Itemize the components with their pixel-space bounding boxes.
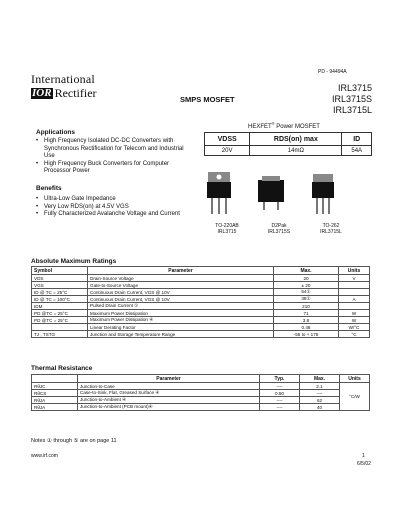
cell-typ: ---- — [260, 404, 300, 411]
cell-max: 38① — [274, 296, 339, 303]
cell-units: W — [339, 317, 370, 324]
package-part: IRL3715L — [320, 229, 342, 235]
cell-parameter: Maximum Power Dissipation ④ — [88, 317, 274, 324]
applications-list — [36, 138, 186, 176]
cell-units: V — [339, 275, 370, 282]
cell-symbol: RθCS — [32, 390, 78, 397]
package-d2pak — [254, 170, 304, 235]
abs-max-table — [31, 266, 370, 338]
cell-parameter: Junction-to-Case — [78, 383, 260, 390]
column-header: Max. — [274, 267, 339, 275]
cell-max: ---- — [300, 390, 340, 397]
table-row — [32, 296, 370, 303]
cell-symbol: PD @TC = 25°C — [32, 317, 88, 324]
cell-units — [339, 303, 370, 310]
notes-text: Notes ① through ⑤ are on page 11 — [31, 438, 117, 444]
table-row — [32, 390, 370, 397]
list-item: • High Frequency Buck Converters for Computer Processor Power — [36, 161, 186, 176]
cell-typ: ---- — [260, 383, 300, 390]
list-item: • Very Low RDS(on) at 4.5V VGS — [36, 204, 186, 212]
package-to262 — [306, 170, 356, 235]
package-name: D2Pak — [271, 223, 287, 229]
cell-typ: ---- — [260, 397, 300, 404]
cell-symbol: RθJA — [32, 404, 78, 411]
cell-symbol: RθJA — [32, 397, 78, 404]
brand-name-2: Rectifier — [54, 86, 97, 100]
registered-mark: ® — [271, 121, 275, 126]
applications-title: Applications — [36, 129, 76, 136]
technology-line — [248, 121, 320, 130]
column-header: Parameter — [78, 375, 260, 383]
cell-symbol: TJ , TSTG — [32, 331, 88, 338]
table-row — [32, 282, 370, 289]
cell-units: W/°C — [339, 324, 370, 331]
cell-parameter: Continuous Drain Current, VGS @ 10V — [88, 289, 274, 296]
table-row — [32, 289, 370, 296]
product-type: SMPS MOSFET — [180, 95, 235, 104]
cell-symbol: VGS — [32, 282, 88, 289]
cell-symbol: RθJC — [32, 383, 78, 390]
cell-max: 54① — [274, 289, 339, 296]
table-row — [32, 303, 370, 310]
cell-units — [339, 282, 370, 289]
pd-number: PD - 94494A — [318, 69, 347, 75]
cell-max: ± 20 — [274, 282, 339, 289]
cell-parameter: Linear Derating Factor — [88, 324, 274, 331]
cell-max: 0.48 — [274, 324, 339, 331]
list-item: • High Frequency Isolated DC-DC Converters with Synchronous Rectification for Telecom and Industrial Use — [36, 138, 186, 161]
technology-suffix: Power MOSFET — [274, 124, 320, 130]
package-to220 — [202, 170, 252, 235]
column-header: Units — [339, 267, 370, 275]
column-header — [32, 375, 78, 383]
summary-value: 14mΩ — [250, 146, 342, 156]
d2pak-package-icon — [254, 170, 288, 218]
to220-package-icon — [202, 170, 236, 218]
cell-symbol: IDM — [32, 303, 88, 310]
cell-max: 62 — [300, 397, 340, 404]
package-part: IRL3715 — [217, 229, 237, 235]
cell-parameter: Case-to-Sink, Flat, Greased Surface ④ — [78, 390, 260, 397]
table-row — [32, 331, 370, 338]
cell-max: 2.1 — [300, 383, 340, 390]
benefits-title: Benefits — [36, 185, 62, 192]
summary-header: RDS(on) max — [250, 133, 342, 146]
cell-max: 71 — [274, 310, 339, 317]
column-header: Max. — [300, 375, 340, 383]
brand-logo — [31, 86, 97, 101]
ior-logo-icon: IOR — [32, 87, 52, 99]
cell-max: -55 to + 175 — [274, 331, 339, 338]
cell-symbol: PD @TC = 25°C — [32, 310, 88, 317]
cell-parameter: Junction and Storage Temperature Range — [88, 331, 274, 338]
package-name: TO-220AB — [215, 223, 239, 229]
technology-name: HEXFET — [248, 124, 272, 130]
table-row — [32, 324, 370, 331]
summary-value: 54A — [342, 146, 372, 156]
cell-units: A — [339, 296, 370, 303]
table-row — [32, 317, 370, 324]
cell-parameter: Drain-Source Voltage — [88, 275, 274, 282]
column-header: Units — [340, 375, 370, 383]
summary-header: VDSS — [205, 133, 250, 146]
cell-symbol — [32, 324, 88, 331]
page-number: 1 — [362, 453, 365, 459]
website-link[interactable]: www.irf.com — [31, 453, 58, 459]
cell-units: W — [339, 310, 370, 317]
summary-table — [204, 132, 372, 156]
cell-parameter: Gate-to-Source Voltage — [88, 282, 274, 289]
cell-symbol: ID @ TC = 25°C — [32, 289, 88, 296]
table-row — [32, 383, 370, 390]
cell-symbol: ID @ TC = 100°C — [32, 296, 88, 303]
cell-units: °C/W — [340, 383, 370, 411]
cell-max: 40 — [300, 404, 340, 411]
cell-parameter: Maximum Power Dissipation — [88, 310, 274, 317]
column-header: Typ. — [260, 375, 300, 383]
summary-header: ID — [342, 133, 372, 146]
cell-symbol: VDS — [32, 275, 88, 282]
column-header: Parameter — [88, 267, 274, 275]
to262-package-icon — [306, 170, 340, 218]
table-row — [32, 404, 370, 411]
table-row — [32, 310, 370, 317]
cell-max: 3.8 — [274, 317, 339, 324]
cell-parameter: Junction-to-Ambient ④ — [78, 397, 260, 404]
cell-units — [339, 289, 370, 296]
benefits-list — [36, 196, 186, 219]
table-row — [32, 397, 370, 404]
cell-typ: 0.50 — [260, 390, 300, 397]
summary-value: 20V — [205, 146, 250, 156]
cell-units: °C — [339, 331, 370, 338]
brand-name: International — [31, 72, 95, 86]
list-item: • Ultra-Low Gate Impedance — [36, 196, 186, 204]
part-number-2: IRL3715S — [331, 94, 372, 104]
column-header: Symbol — [32, 267, 88, 275]
list-item: • Fully Characterized Avalanche Voltage and Current — [36, 211, 186, 219]
cell-max: 210 — [274, 303, 339, 310]
cell-max: 20 — [274, 275, 339, 282]
part-number-3: IRL3715L — [332, 105, 372, 115]
cell-parameter: Junction-to-Ambient (PCB mount)④ — [78, 404, 260, 411]
thermal-table — [31, 374, 370, 411]
table-row — [32, 275, 370, 282]
cell-parameter: Continuous Drain Current, VGS @ 10V — [88, 296, 274, 303]
doc-date: 6/5/02 — [357, 461, 371, 467]
thermal-title: Thermal Resistance — [31, 365, 93, 372]
cell-parameter: Pulsed Drain Current ① — [88, 303, 274, 310]
part-number-1: IRL3715 — [337, 83, 372, 93]
package-part: IRL3715S — [267, 229, 291, 235]
abs-max-title: Absolute Maximum Ratings — [31, 258, 117, 265]
package-name: TO-262 — [322, 223, 340, 229]
